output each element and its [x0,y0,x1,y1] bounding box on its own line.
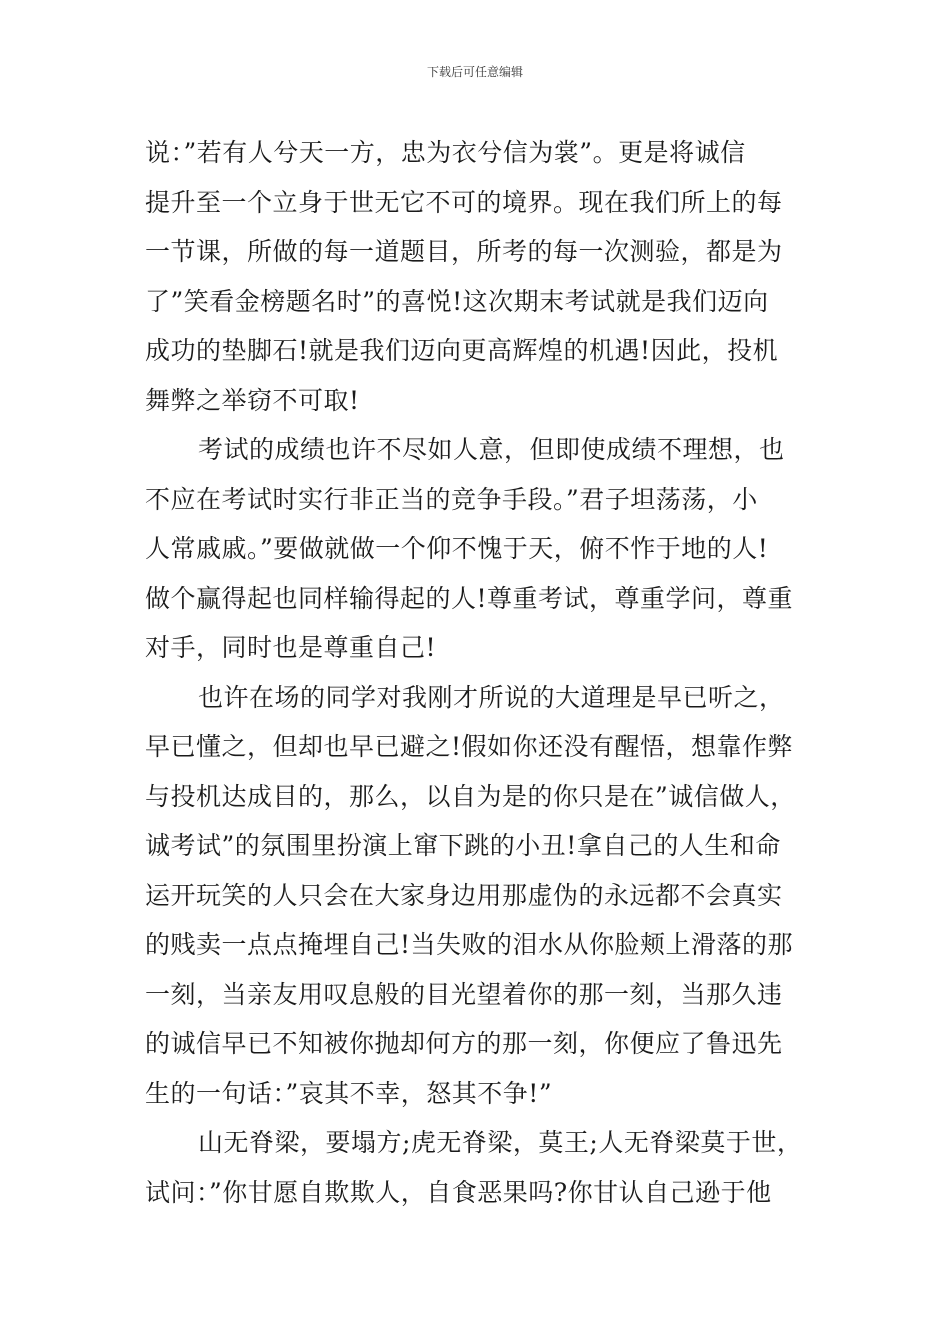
text-line: 成功的垫脚石!就是我们迈向更高辉煌的机遇!因此，投机 [145,336,779,365]
text-line: 做个赢得起也同样输得起的人!尊重考试，尊重学问，尊重 [145,583,794,613]
paragraph-start-line: 考试的成绩也许不尽如人意，但即使成绩不理想，也 [198,435,785,464]
text-line: 了”笑看金榜题名时”的喜悦!这次期末考试就是我们迈向 [145,286,769,316]
text-line: 与投机达成目的，那么，以自为是的你只是在”诚信做人， [145,781,796,811]
document-body [145,128,825,1217]
paragraph-start-line: 山无脊梁，要塌方;虎无脊梁，莫王;人无脊梁莫于世， [198,1128,803,1157]
page-header: 下载后可任意编辑 [426,65,523,79]
text-line: 的贱卖一点点掩埋自己!当失败的泪水从你脸颊上滑落的那 [145,930,794,959]
text-line: 诚考试”的氛围里扮演上窜下跳的小丑!拿自己的人生和命 [145,831,781,860]
text-line: 说：”若有人兮天一方，忠为衣兮信为裳”。更是将诚信 [145,138,746,167]
text-line: 舞弊之举窃不可取! [145,385,360,415]
text-line: 生的一句话：”哀其不幸，怒其不争!” [145,1078,553,1108]
paragraph-start-line: 也许在场的同学对我刚才所说的大道理是早已听之， [198,682,785,712]
text-line: 试问：”你甘愿自欺欺人，自食恶果吗?你甘认自己逊于他 [145,1177,772,1207]
text-line: 一节课，所做的每一道题目，所考的每一次测验，都是为 [145,237,783,266]
text-line: 提升至一个立身于世无它不可的境界。现在我们所上的每 [145,187,783,217]
text-line: 不应在考试时实行非正当的竞争手段。”君子坦荡荡，小 [145,484,758,514]
text-line: 人常戚戚。”要做就做一个仰不愧于天，俯不怍于地的人! [145,534,769,563]
text-line: 早已懂之，但却也早已避之!假如你还没有醒悟，想靠作弊 [145,732,794,761]
text-line: 对手，同时也是尊重自己! [145,633,437,662]
text-line: 一刻，当亲友用叹息般的目光望着你的那一刻，当那久违 [145,979,783,1009]
text-line: 的诚信早已不知被你抛却何方的那一刻，你便应了鲁迅先 [145,1029,783,1058]
text-line: 运开玩笑的人只会在大家身边用那虚伪的永远都不会真实 [145,880,783,910]
